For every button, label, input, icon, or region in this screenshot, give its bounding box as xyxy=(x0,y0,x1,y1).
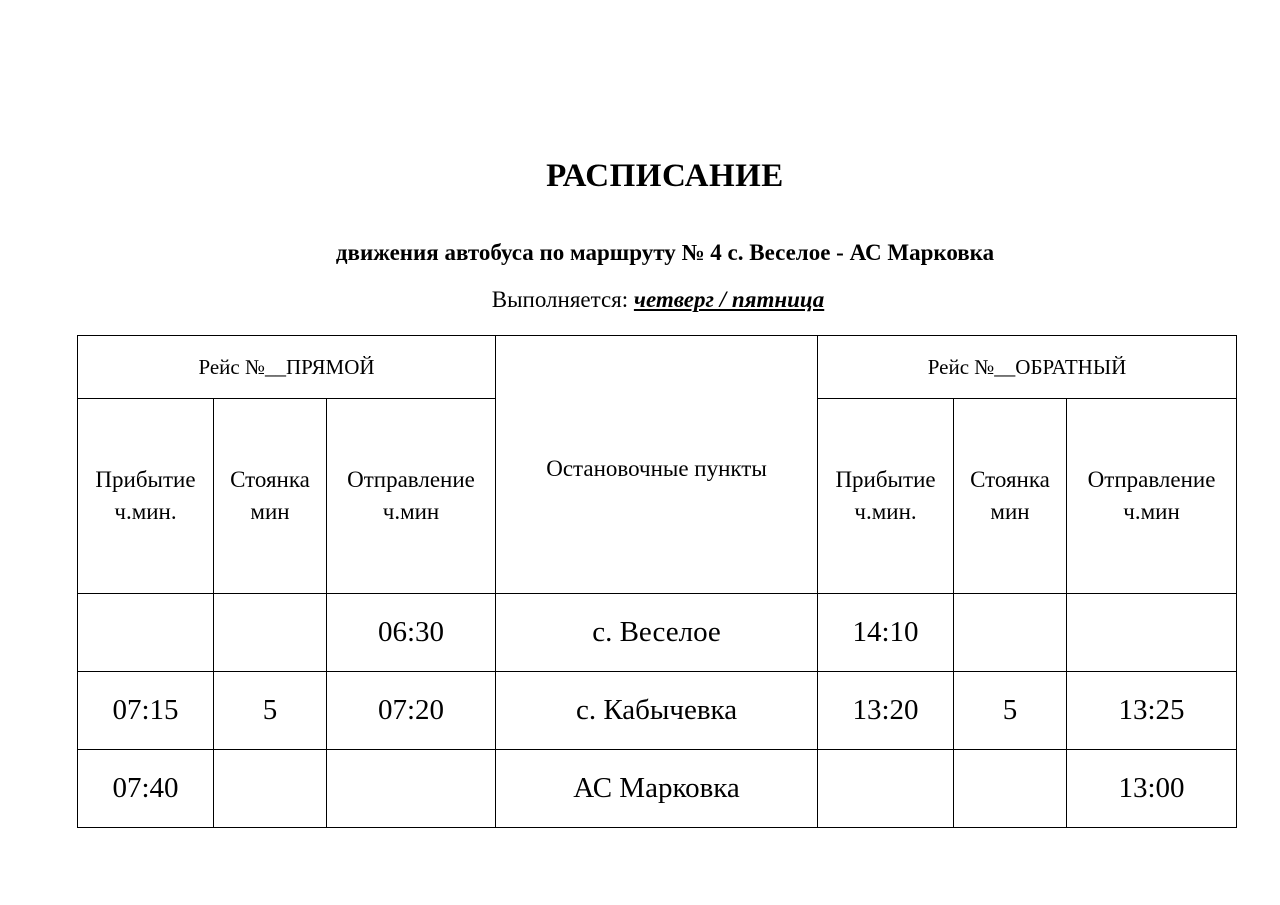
table-row xyxy=(78,672,1237,750)
forward-trip-header: Рейс №__ПРЯМОЙ xyxy=(78,336,496,399)
table-row xyxy=(78,750,1237,828)
operating-days xyxy=(0,287,1280,313)
column-header-line2: мин xyxy=(250,499,290,524)
column-header-line2: ч.мин. xyxy=(854,499,917,524)
page-title: РАСПИСАНИЕ xyxy=(546,158,784,194)
column-header-line1: Стоянка xyxy=(230,467,310,492)
column-header-line2: мин xyxy=(990,499,1030,524)
forward-departure-cell: 06:30 xyxy=(327,594,496,672)
forward-departure-header xyxy=(327,399,496,594)
forward-departure-cell xyxy=(327,750,496,828)
operating-days-label: Выполняется: xyxy=(491,287,629,312)
schedule-table xyxy=(77,335,1237,828)
forward-stop-duration-header xyxy=(214,399,327,594)
reverse-departure-header xyxy=(1067,399,1237,594)
column-header-line1: Прибытие xyxy=(95,467,196,492)
column-header-line1: Отправление xyxy=(1087,467,1216,492)
column-header-line2: ч.мин. xyxy=(114,499,177,524)
column-header-line1: Отправление xyxy=(347,467,475,492)
table-row xyxy=(78,594,1237,672)
stops-column-header: Остановочные пункты xyxy=(496,336,818,594)
reverse-arrival-cell: 13:20 xyxy=(818,672,954,750)
stop-name-cell: с. Кабычевка xyxy=(496,672,818,750)
column-header-line2: ч.мин xyxy=(382,499,440,524)
forward-stop-cell xyxy=(214,594,327,672)
reverse-stop-cell: 5 xyxy=(954,672,1067,750)
reverse-departure-cell: 13:25 xyxy=(1067,672,1237,750)
reverse-departure-cell: 13:00 xyxy=(1067,750,1237,828)
forward-arrival-cell: 07:15 xyxy=(78,672,214,750)
forward-stop-cell: 5 xyxy=(214,672,327,750)
reverse-departure-cell xyxy=(1067,594,1237,672)
stop-name-cell: с. Веселое xyxy=(496,594,818,672)
column-header-line2: ч.мин xyxy=(1123,499,1180,524)
forward-stop-cell xyxy=(214,750,327,828)
forward-arrival-cell xyxy=(78,594,214,672)
operating-days-value: четверг / пятница xyxy=(633,287,825,312)
reverse-arrival-header xyxy=(818,399,954,594)
column-header-line1: Прибытие xyxy=(835,467,936,492)
forward-arrival-cell: 07:40 xyxy=(78,750,214,828)
reverse-stop-cell xyxy=(954,750,1067,828)
reverse-trip-header: Рейс №__ОБРАТНЫЙ xyxy=(818,336,1237,399)
reverse-stop-duration-header xyxy=(954,399,1067,594)
forward-departure-cell: 07:20 xyxy=(327,672,496,750)
reverse-arrival-cell xyxy=(818,750,954,828)
route-subtitle: движения автобуса по маршруту № 4 с. Веселое - АС Марковка xyxy=(335,240,995,265)
stop-name-cell: АС Марковка xyxy=(496,750,818,828)
reverse-arrival-cell: 14:10 xyxy=(818,594,954,672)
forward-arrival-header xyxy=(78,399,214,594)
reverse-stop-cell xyxy=(954,594,1067,672)
column-header-line1: Стоянка xyxy=(970,467,1050,492)
